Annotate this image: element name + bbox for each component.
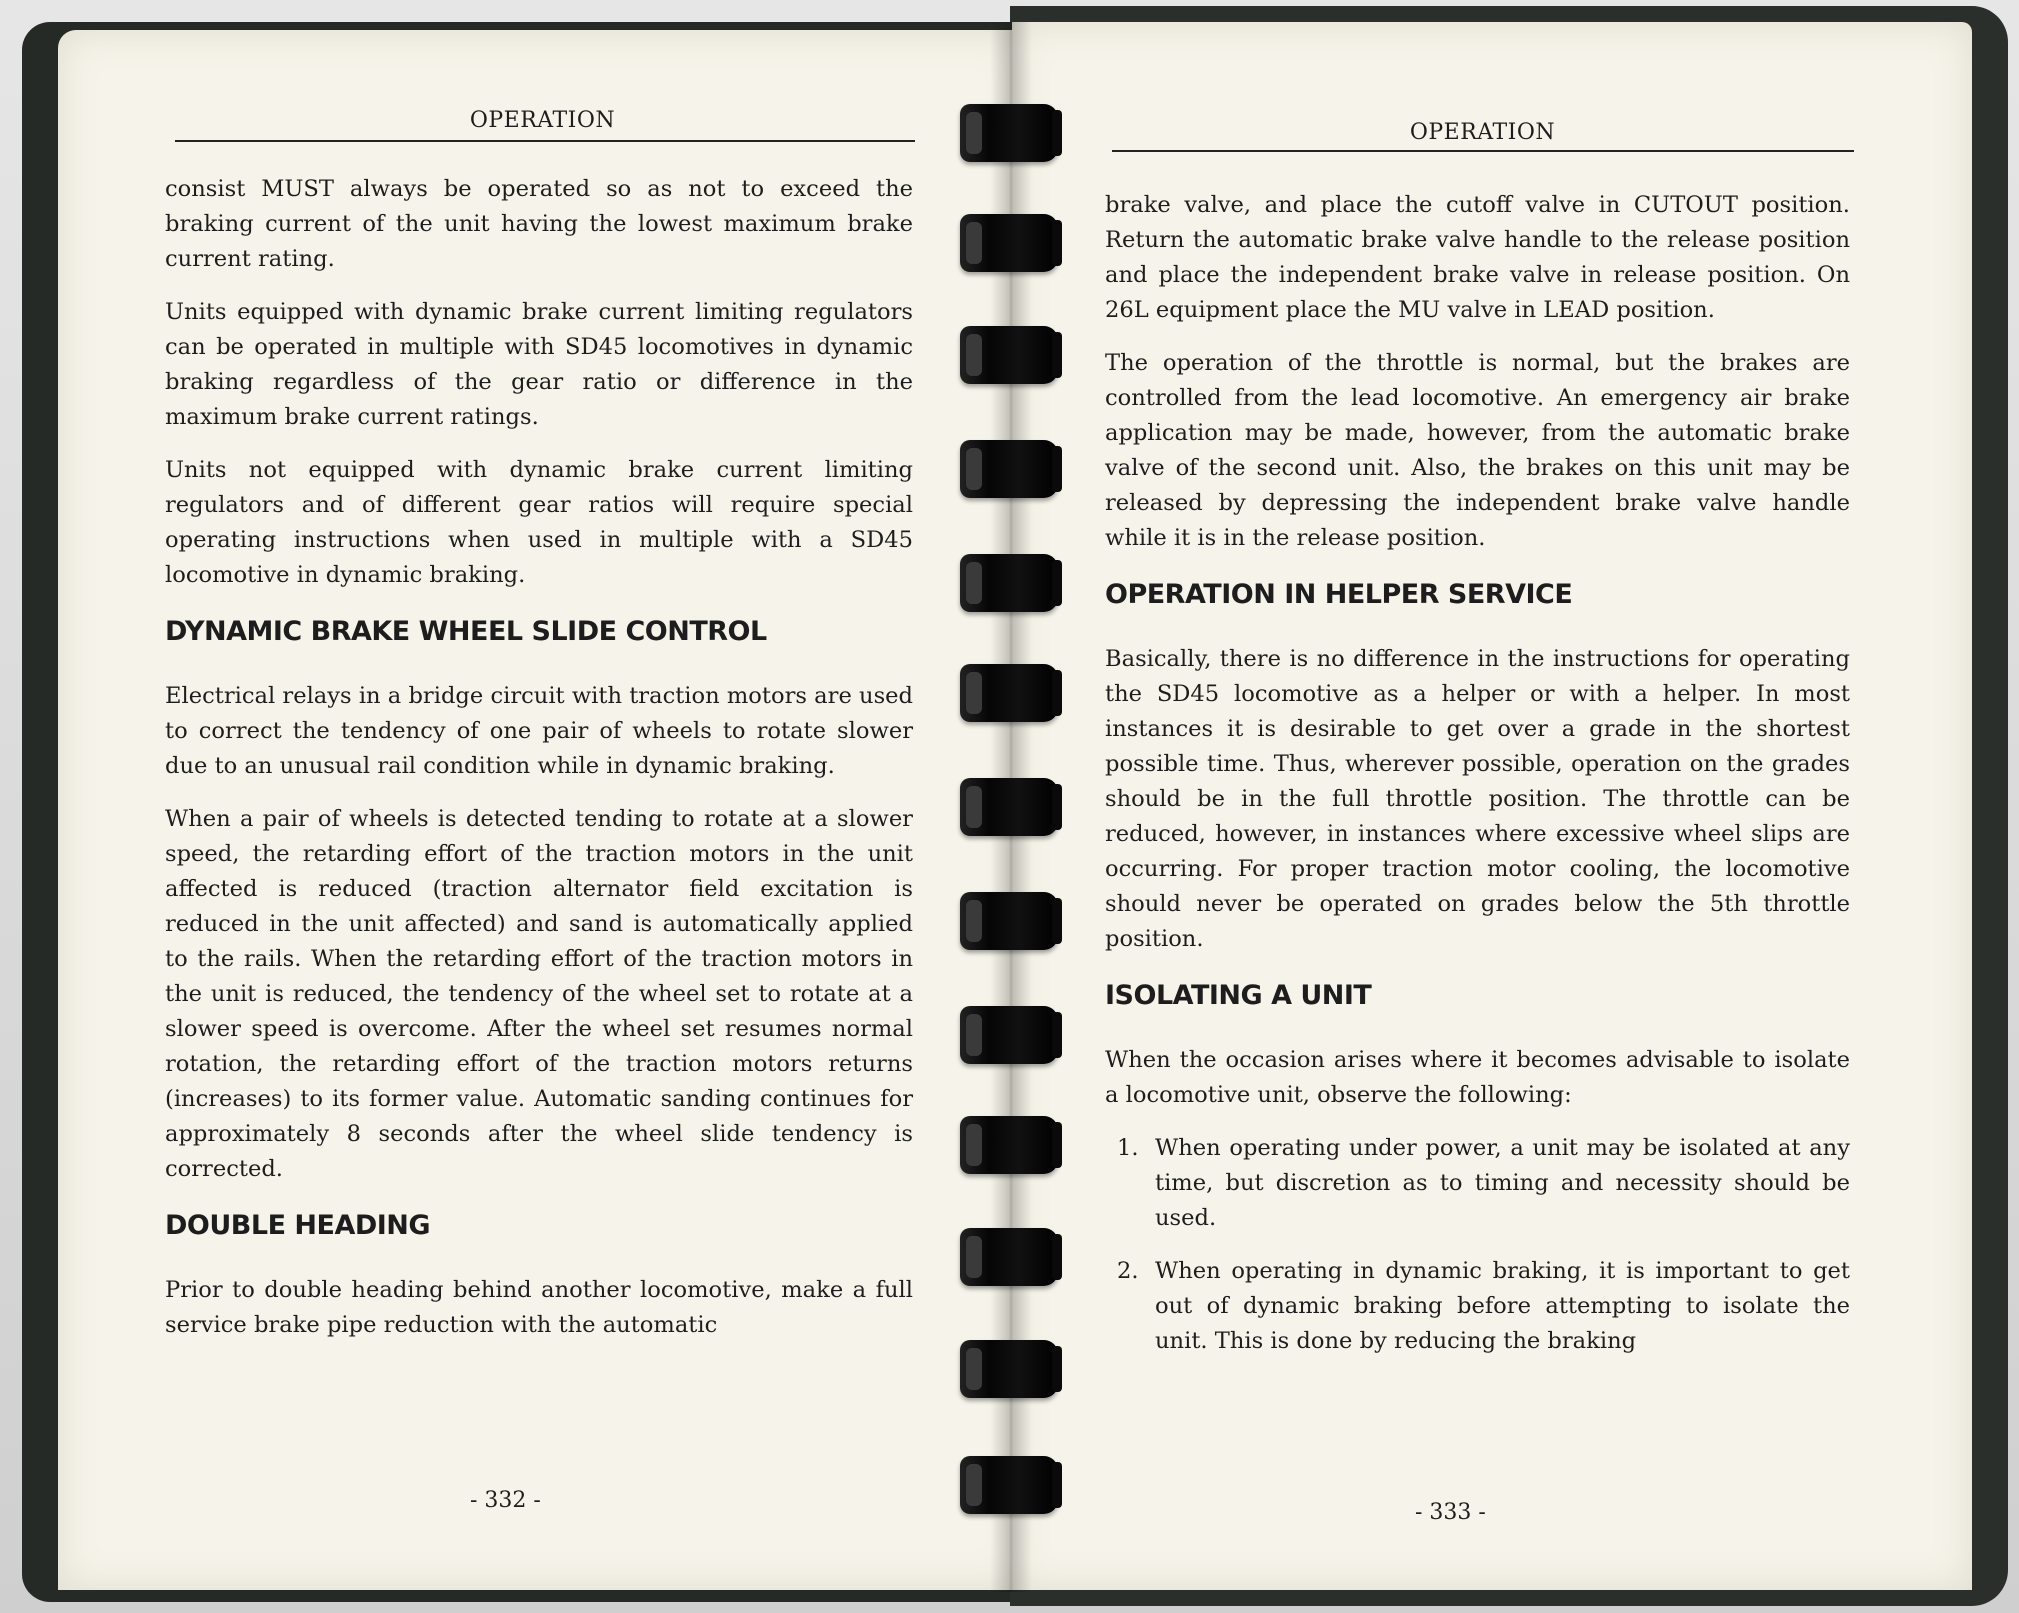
binding-coil (960, 664, 1058, 722)
page-number-right: - 333 - (1415, 1500, 1486, 1525)
binding-coil (960, 1006, 1058, 1064)
left-page-body (165, 172, 913, 1361)
paragraph: Electrical relays in a bridge circuit with traction motors are used to correct the tendency of one pair of wheels to rotate slower due to an unusual rail condition while in dynamic braking. (165, 683, 913, 779)
binding-coil (960, 1340, 1058, 1398)
numbered-list (1105, 1131, 1850, 1359)
binding-coil (960, 1116, 1058, 1174)
paragraph: The operation of the throttle is normal, but the brakes are controlled from the lead locomotive. An emergency air brake application may be made, however, from the automatic brake valve of the second unit. Also, the brakes on this unit may be released by depressing the independent brake valve handle while it is in the release position. (1105, 350, 1850, 551)
binding-coil (960, 104, 1058, 162)
binding-coil (960, 1456, 1058, 1514)
binding-coil (960, 1228, 1058, 1286)
header-rule-right (1112, 150, 1854, 152)
paragraph: Units equipped with dynamic brake current limiting regulators can be operated in multiple with SD45 locomotives in dynamic braking regardless of the gear ratio or difference in the maximum brake current ratings. (165, 299, 913, 430)
list-item-text: When operating under power, a unit may be isolated at any time, but discretion as to timing and necessity should be used. (1155, 1135, 1850, 1231)
section-heading: DYNAMIC BRAKE WHEEL SLIDE CONTROL (165, 616, 767, 647)
binding-coil (960, 778, 1058, 836)
right-page-body (1105, 188, 1850, 1377)
list-item-number: 2. (1117, 1258, 1139, 1284)
binding-coil (960, 440, 1058, 498)
binding-coil (960, 892, 1058, 950)
paragraph: When a pair of wheels is detected tending to rotate at a slower speed, the retarding effort of the traction motors in the unit affected is reduced (traction alternator field excitation is reduced in the unit affected) and sand is automatically applied to the rails. When the retarding effort of the traction motors in the unit is reduced, the tendency of the wheel set to rotate at a slower speed is overcome. After the wheel set resumes normal rotation, the retarding effort of the traction motors returns (increases) to its former value. Automatic sanding continues for approximately 8 seconds after the wheel slide tendency is corrected. (165, 806, 913, 1182)
section-heading: ISOLATING A UNIT (1105, 980, 1372, 1011)
page-number-left: - 332 - (470, 1488, 541, 1513)
binding-coil (960, 214, 1058, 272)
paragraph: brake valve, and place the cutoff valve in CUTOUT position. Return the automatic brake valve handle to the release position and place the independent brake valve in release position. On 26L equipment place the MU valve in LEAD position. (1105, 192, 1850, 323)
section-heading: DOUBLE HEADING (165, 1210, 431, 1241)
section-heading: OPERATION IN HELPER SERVICE (1105, 579, 1573, 610)
running-head-right: OPERATION (1409, 120, 1556, 145)
list-item-text: When operating in dynamic braking, it is important to get out of dynamic braking before attempting to isolate the unit. This is done by reducing the braking (1155, 1258, 1850, 1354)
running-head-left: OPERATION (469, 108, 616, 133)
list-item-number: 1. (1117, 1135, 1139, 1161)
binding-coil (960, 326, 1058, 384)
list-item (1105, 1131, 1850, 1236)
binding-coil (960, 554, 1058, 612)
paragraph: consist MUST always be operated so as not to exceed the braking current of the unit having the lowest maximum brake current rating. (165, 176, 913, 272)
paragraph: Prior to double heading behind another locomotive, make a full service brake pipe reduction with the automatic (165, 1277, 913, 1338)
header-rule-left (175, 140, 915, 142)
paragraph: Basically, there is no difference in the instructions for operating the SD45 locomotive as a helper or with a helper. In most instances it is desirable to get over a grade in the shortest possible time. Thus, wherever possible, operation on the grades should be in the full throttle position. The throttle can be reduced, however, in instances where excessive wheel slips are occurring. For proper traction motor cooling, the locomotive should never be operated on grades below the 5th throttle position. (1105, 646, 1850, 952)
paragraph: Units not equipped with dynamic brake current limiting regulators and of different gear ratios will require special operating instructions when used in multiple with a SD45 locomotive in dynamic braking. (165, 457, 913, 588)
paragraph: When the occasion arises where it becomes advisable to isolate a locomotive unit, observe the following: (1105, 1047, 1850, 1108)
list-item (1105, 1254, 1850, 1359)
